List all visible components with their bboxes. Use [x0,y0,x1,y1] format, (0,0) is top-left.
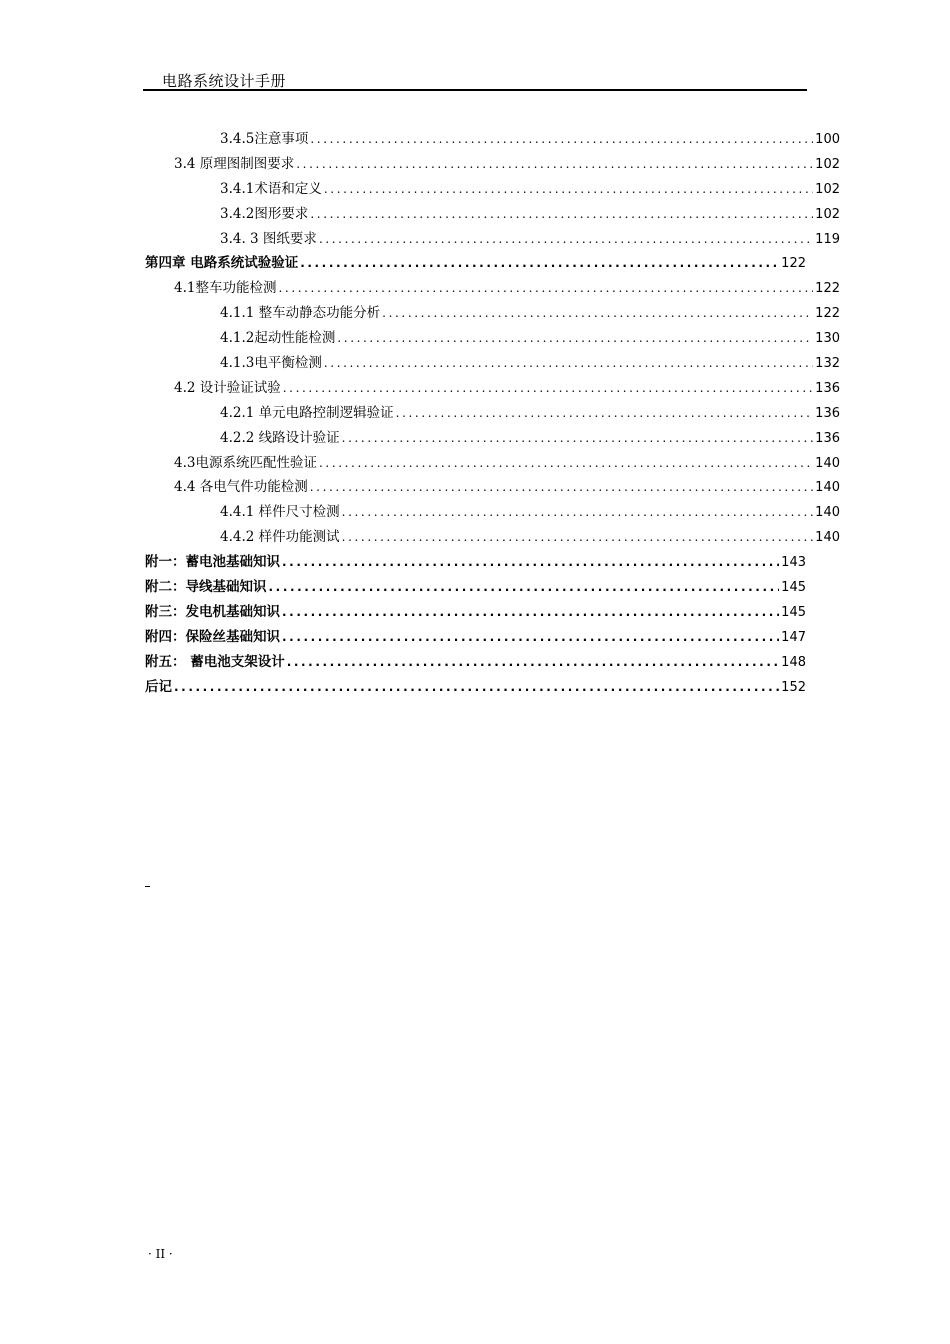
toc-entry[interactable] [145,625,806,650]
toc-entry-title: 4.2 设计验证试验 [174,379,281,396]
toc-entry-title: 4.1整车功能检测 [174,280,277,297]
toc-dot-leader [310,475,813,500]
toc-dot-leader [283,376,813,401]
toc-entry-page: 145 [781,604,806,620]
toc-entry[interactable] [145,401,840,426]
toc-entry-page: 152 [781,679,806,695]
toc-entry-page: 122 [781,256,806,272]
toc-entry[interactable] [145,127,840,152]
toc-dot-leader [324,351,813,376]
toc-dot-leader [287,650,779,675]
toc-dot-leader [342,525,814,550]
toc-entry-page: 130 [815,331,840,347]
toc-dot-leader [269,575,780,600]
toc-entry-page: 148 [781,654,806,670]
toc-entry-title: 附五： 蓄电池支架设计 [145,653,285,670]
toc-entry[interactable] [145,301,840,326]
toc-entry[interactable] [145,326,840,351]
toc-entry[interactable] [145,550,806,575]
toc-entry[interactable] [145,426,840,451]
toc-entry-page: 132 [815,356,840,372]
toc-dot-leader [282,550,779,575]
toc-entry-title: 4.2.2 线路设计验证 [220,429,340,446]
toc-entry[interactable] [145,525,840,550]
toc-entry-page: 145 [781,580,806,596]
page-number: · II · [148,1247,173,1261]
toc-entry-title: 3.4. 3 图纸要求 [220,230,317,247]
toc-dot-leader [296,152,813,177]
toc-entry-title: 4.3电源系统匹配性验证 [174,454,317,471]
toc-entry[interactable] [145,351,840,376]
toc-dot-leader [282,600,779,625]
toc-entry[interactable] [145,202,840,227]
stray-dash-mark [145,886,150,887]
toc-entry-title: 4.4.1 样件尺寸检测 [220,504,340,521]
toc-entry[interactable] [145,500,840,525]
toc-entry[interactable] [145,251,806,276]
toc-entry-title: 3.4.1术语和定义 [220,180,322,197]
toc-dot-leader [310,202,813,227]
toc-entry-page: 136 [815,430,840,446]
toc-entry-title: 第四章 电路系统试验验证 [145,255,299,272]
toc-entry-title: 3.4.2图形要求 [220,205,309,222]
toc-entry[interactable] [145,376,840,401]
toc-entry[interactable] [145,600,806,625]
toc-entry-title: 3.4 原理图制图要求 [174,155,295,172]
toc-entry-title: 3.4.5注意事项 [220,131,309,147]
toc-entry[interactable] [145,575,806,600]
toc-dot-leader [337,326,813,351]
toc-entry[interactable] [145,276,840,301]
toc-entry-page: 136 [815,380,840,396]
toc-entry-page: 102 [815,156,840,172]
toc-entry-page: 140 [815,530,840,546]
toc-entry-page: 122 [815,281,840,297]
toc-entry[interactable] [145,475,840,500]
toc-entry-title: 4.1.3电平衡检测 [220,355,322,372]
toc-entry-page: 147 [781,629,806,645]
toc-entry-page: 136 [815,405,840,421]
table-of-contents [145,127,840,699]
toc-dot-leader [324,177,813,202]
toc-entry-title: 4.1.2起动性能检测 [220,330,336,347]
toc-entry-page: 119 [815,231,840,247]
toc-entry-page: 140 [815,455,840,471]
toc-entry-page: 102 [815,206,840,222]
toc-entry-page: 122 [815,306,840,322]
running-header-title: 电路系统设计手册 [162,72,287,90]
toc-dot-leader [319,227,813,252]
toc-entry[interactable] [145,675,806,700]
toc-dot-leader [278,276,813,301]
toc-dot-leader [342,500,814,525]
toc-dot-leader [310,127,813,152]
toc-entry-page: 100 [815,132,840,147]
header-rule [143,89,807,91]
toc-entry[interactable] [145,451,840,476]
toc-entry[interactable] [145,152,840,177]
toc-entry-page: 140 [815,480,840,496]
toc-dot-leader [382,301,813,326]
toc-dot-leader [174,675,779,700]
toc-entry-page: 140 [815,505,840,521]
toc-entry-title: 附三：发电机基础知识 [145,603,280,620]
toc-entry-title: 附四：保险丝基础知识 [145,628,280,645]
toc-dot-leader [282,625,779,650]
toc-entry[interactable] [145,177,840,202]
toc-entry-page: 102 [815,181,840,197]
toc-dot-leader [342,426,814,451]
toc-dot-leader [319,451,813,476]
toc-dot-leader [300,251,779,276]
toc-entry-title: 后记 [145,678,172,695]
toc-entry-title: 附二：导线基础知识 [145,579,267,596]
toc-entry-page: 143 [781,555,806,571]
toc-dot-leader [396,401,814,426]
toc-entry-title: 4.1.1 整车动静态功能分析 [220,305,381,322]
toc-entry-title: 附一：蓄电池基础知识 [145,554,280,571]
toc-entry-title: 4.2.1 单元电路控制逻辑验证 [220,404,394,421]
toc-entry[interactable] [145,227,840,252]
toc-entry-title: 4.4 各电气件功能检测 [174,479,308,496]
toc-entry[interactable] [145,650,806,675]
toc-entry-title: 4.4.2 样件功能测试 [220,529,340,546]
